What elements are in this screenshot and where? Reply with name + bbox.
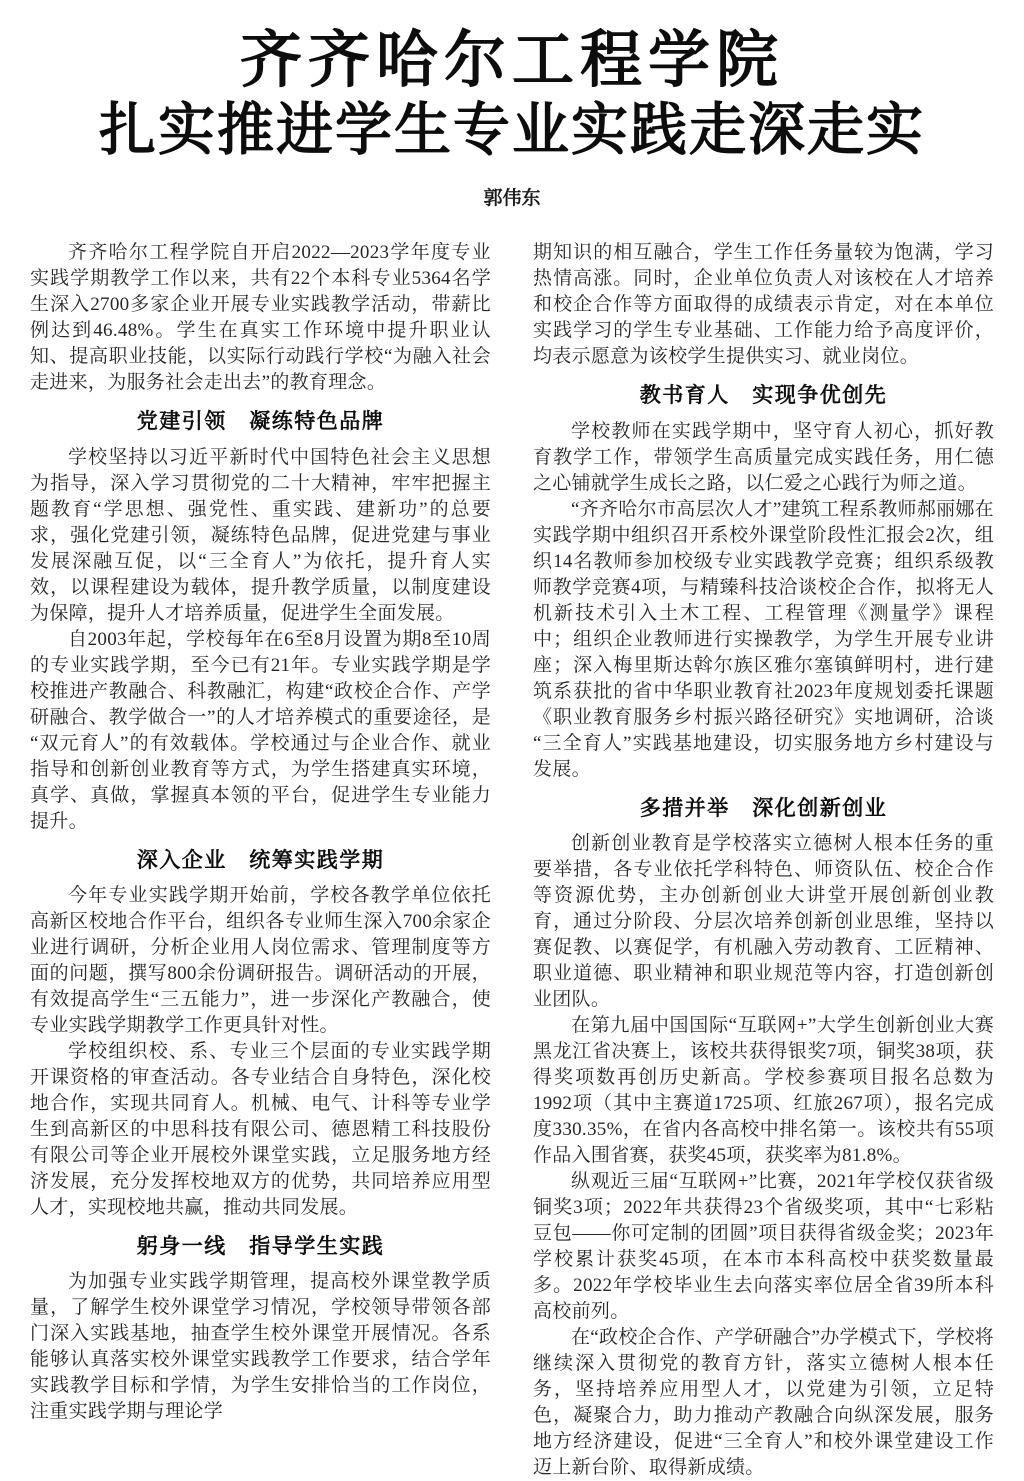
- article-title-line2: 扎实推进学生专业实践走深走实: [99, 98, 925, 163]
- paragraph-teaching-2: “齐齐哈尔市高层次人才”建筑工程系教师郝丽娜在实践学期中组织召开系校外课堂阶段性汇报会2次，组织14名教师参加校级专业实践教学竞赛；组织系级教师教学竞赛4项，与精臻科技洽谈校企合作，拟将无人机新技术引入土木工程、工程管理《测量学》课程中；组织企业教师进行实操教学，为学生开展专业讲座；深入梅里斯达斡尔族区雅尔塞镇鲜明村，进行建筑系获批的省中华职业教育社2023年度规划委托课题《职业教育服务乡村振兴路径研究》实地调研，洽谈“三全育人”实践基地建设，切实服务地方乡村建设与发展。: [533, 498, 994, 780]
- left-column: [30, 240, 491, 1481]
- paragraph-intro: 齐齐哈尔工程学院自开启2022—2023学年度专业实践学期教学工作以来，共有22个本科专业5364名学生深入2700多家企业开展专业实践教学活动，带薪比例达到46.48%。学生在真实工作环境中提升职业认知、提高职业技能，以实际行动践行学校“为融入社会走进来，为服务社会走出去”的教育理念。: [30, 242, 491, 394]
- paragraph-party-building-1: 学校坚持以习近平新时代中国特色社会主义思想为指导，深入学习贯彻党的二十大精神，牢牢把握主题教育“学思想、强党性、重实践、建新功”的总要求，强化党建引领，凝练特色品牌，促进党建与事业发展深融互促，以“三全育人”为依托，提升育人实效，以课程建设为载体，提升教学质量，以制度建设为保障，提升人才培养质量，促进学生全面发展。: [30, 446, 491, 624]
- paragraph-innovation-2: 在第九届中国国际“互联网+”大学生创新创业大赛黑龙江省决赛上，该校共获得银奖7项，铜奖38项，获得奖项数再创历史新高。学校参赛项目报名总数为1992项（其中主赛道1725项、红旅267项），报名完成度330.35%，在省内各高校中排名第一。该校共有55项作品入围省赛，获奖45项，获奖率为81.8%。: [533, 1014, 994, 1166]
- paragraph-frontline-1: 为加强专业实践学期管理，提高校外课堂教学质量，了解学生校外课堂学习情况，学校领导带领各部门深入实践基地，抽查学生校外课堂开展情况。各系能够认真落实校外课堂实践教学工作要求，结合学年实践教学目标和学情，为学生安排恰当的工作岗位，注重实践学期与理论学: [30, 1271, 491, 1423]
- article-columns: [30, 240, 994, 1481]
- paragraph-frontline-1-continued: 期知识的相互融合，学生工作任务量较为饱满，学习热情高涨。同时，企业单位负责人对该校在人才培养和校企合作等方面取得的成绩表示肯定，对在本单位实践学习的学生专业基础、工作能力给予高度评价，均表示愿意为该校学生提供实习、就业岗位。: [533, 242, 994, 368]
- heading-party-building: 党建引领 凝练特色品牌: [136, 410, 385, 434]
- paragraph-party-building-2: 自2003年起，学校每年在6至8月设置为期8至10周的专业实践学期，至今已有21年。专业实践学期是学校推进产教融合、科教融汇，构建“政校企合作、产学研融合、教学做合一”的人才培养模式的重要途径，是“双元育人”的有效载体。学校通过与企业合作、就业指导和创新创业教育等方式，为学生搭建真实环境，真学、真做，掌握真本领的平台，促进学生专业能力提升。: [30, 628, 491, 832]
- paragraph-closing: 在“政校企合作、产学研融合”办学模式下，学校将继续深入贯彻党的教育方针，落实立德树人根本任务，坚持培养应用型人才，以党建为引领，立足特色，凝聚合力，助力推动产教融合向纵深发展，服务地方经济建设，促进“三全育人”和校外课堂建设工作迈上新台阶、取得新成绩。: [533, 1326, 994, 1478]
- paragraph-innovation-3: 纵观近三届“互联网+”比赛，2021年学校仅获省级铜奖3项；2022年共获得23个省级奖项，其中“七彩粘豆包——你可定制的团圆”项目获得省级金奖；2023年学校累计获奖45项，在本市本科高校中获奖数量最多。2022年学校毕业生去向落实率位居全省39所本科高校前列。: [533, 1170, 994, 1322]
- paragraph-innovation-1: 创新创业教育是学校落实立德树人根本任务的重要举措，各专业依托学科特色、师资队伍、校企合作等资源优势，主办创新创业大讲堂开展创新创业教育，通过分阶段、分层次培养创新创业思维，坚持以赛促教、以赛促学，有机融入劳动教育、工匠精神、职业道德、职业精神和职业规范等内容，打造创新创业团队。: [533, 832, 994, 1010]
- article-author: 郭伟东: [483, 188, 541, 210]
- paragraph-enterprise-2: 学校组织校、系、专业三个层面的专业实践学期开课资格的审查活动。各专业结合自身特色，深化校地合作，实现共同育人。机械、电气、计科等专业学生到高新区的中思科技有限公司、德恩精工科技股份有限公司等企业开展校外课堂实践，立足服务地方经济发展，充分发挥校地双方的优势，共同培养应用型人才，实现校地共赢，推动共同发展。: [30, 1040, 491, 1218]
- heading-frontline-guidance: 躬身一线 指导学生实践: [136, 1234, 385, 1258]
- article-masthead: [30, 26, 994, 210]
- paragraph-teaching-1: 学校教师在实践学期中，坚守育人初心，抓好教育教学工作，带领学生高质量完成实践任务，用仁德之心铺就学生成长之路，以仁爱之心践行为师之道。: [533, 420, 994, 494]
- article-title-line1: 齐齐哈尔工程学院: [239, 26, 784, 95]
- heading-teaching-excellence: 教书育人 实现争优创先: [639, 384, 888, 408]
- heading-innovation-entrepreneurship: 多措并举 深化创新创业: [639, 796, 888, 820]
- heading-enterprise-survey: 深入企业 统筹实践学期: [136, 848, 385, 872]
- paragraph-enterprise-1: 今年专业实践学期开始前，学校各教学单位依托高新区校地合作平台，组织各专业师生深入700余家企业进行调研，分析企业用人岗位需求、管理制度等方面的问题，撰写800余份调研报告。调研活动的开展，有效提高学生“三五能力”，进一步深化产教融合，使专业实践学期教学工作更具针对性。: [30, 884, 491, 1036]
- right-column: [533, 240, 994, 1481]
